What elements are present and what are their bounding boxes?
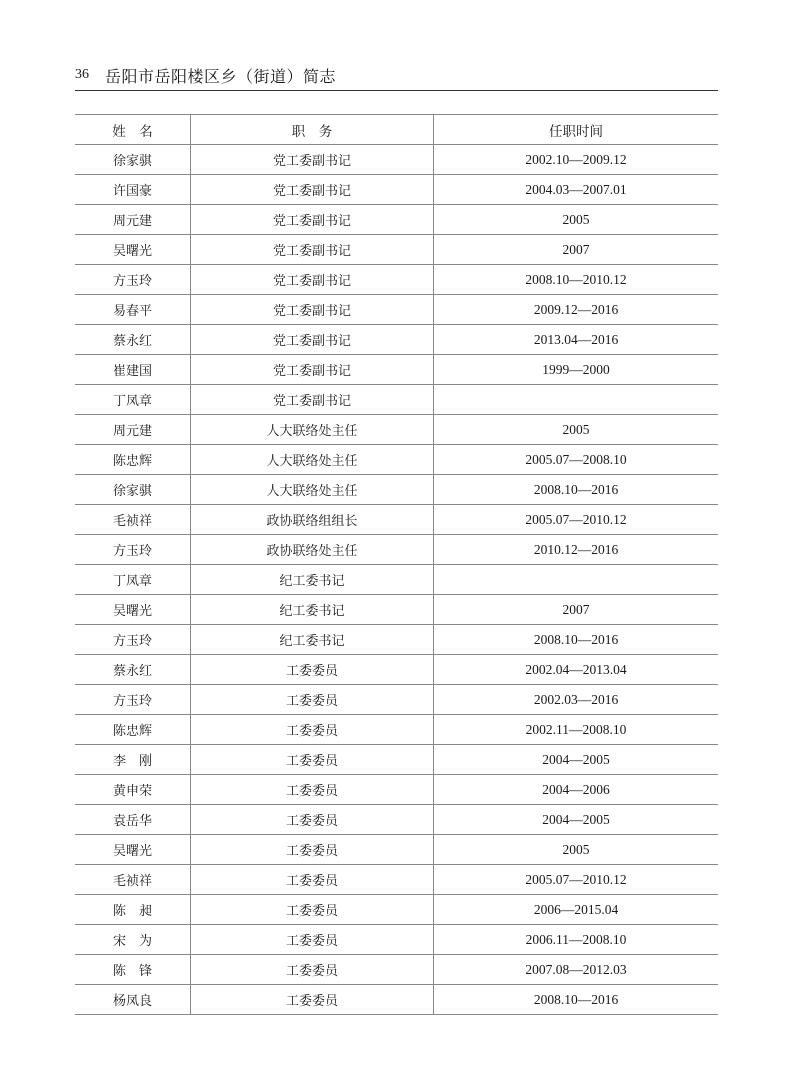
cell-term: 2007.08—2012.03 [434, 955, 719, 985]
cell-post: 纪工委书记 [191, 565, 434, 595]
cell-name: 丁凤章 [75, 565, 191, 595]
table-row [75, 895, 718, 925]
cell-name: 陈 昶 [75, 895, 191, 925]
cell-name: 陈忠辉 [75, 445, 191, 475]
cell-post: 工委委员 [191, 655, 434, 685]
cell-post: 党工委副书记 [191, 175, 434, 205]
cell-name: 蔡永红 [75, 655, 191, 685]
cell-name: 吴曙光 [75, 235, 191, 265]
cell-term: 2008.10—2016 [434, 475, 719, 505]
cell-name: 吴曙光 [75, 595, 191, 625]
running-title: 岳阳市岳阳楼区乡（街道）简志 [105, 67, 337, 86]
cell-name: 周元建 [75, 205, 191, 235]
cell-post: 政协联络组组长 [191, 505, 434, 535]
cell-post: 工委委员 [191, 955, 434, 985]
cell-term: 2002.11—2008.10 [434, 715, 719, 745]
column-header-term: 任职时间 [434, 115, 719, 145]
cell-name: 方玉玲 [75, 625, 191, 655]
table-row [75, 535, 718, 565]
table-row [75, 985, 718, 1015]
table-row [75, 805, 718, 835]
table-row [75, 265, 718, 295]
cell-name: 方玉玲 [75, 265, 191, 295]
cell-name: 周元建 [75, 415, 191, 445]
cell-name: 方玉玲 [75, 535, 191, 565]
cell-term: 2005 [434, 205, 719, 235]
cell-name: 崔建国 [75, 355, 191, 385]
cell-name: 杨凤良 [75, 985, 191, 1015]
cell-term: 2004—2005 [434, 805, 719, 835]
cell-term: 2006—2015.04 [434, 895, 719, 925]
page-number: 36 [75, 67, 89, 82]
cell-post: 工委委员 [191, 835, 434, 865]
table-row [75, 145, 718, 175]
page-header [75, 64, 718, 91]
cell-term: 2004—2005 [434, 745, 719, 775]
table-row [75, 475, 718, 505]
table-row [75, 775, 718, 805]
cell-name: 宋 为 [75, 925, 191, 955]
table-row [75, 955, 718, 985]
cell-term: 2007 [434, 235, 719, 265]
table-row [75, 715, 718, 745]
cell-name: 陈忠辉 [75, 715, 191, 745]
officials-table [75, 114, 718, 1015]
cell-name: 黄申荣 [75, 775, 191, 805]
table-row [75, 655, 718, 685]
cell-term [434, 565, 719, 595]
cell-post: 党工委副书记 [191, 295, 434, 325]
table-row [75, 685, 718, 715]
table-row [75, 325, 718, 355]
cell-term: 2010.12—2016 [434, 535, 719, 565]
cell-term: 2008.10—2016 [434, 985, 719, 1015]
cell-term: 2006.11—2008.10 [434, 925, 719, 955]
table-row [75, 745, 718, 775]
table-row [75, 625, 718, 655]
cell-post: 党工委副书记 [191, 145, 434, 175]
cell-post: 工委委员 [191, 775, 434, 805]
table-body [75, 145, 718, 1015]
column-header-post: 职 务 [191, 115, 434, 145]
cell-post: 党工委副书记 [191, 355, 434, 385]
cell-term: 2004.03—2007.01 [434, 175, 719, 205]
cell-post: 工委委员 [191, 745, 434, 775]
cell-post: 党工委副书记 [191, 325, 434, 355]
cell-name: 徐家骐 [75, 475, 191, 505]
cell-name: 毛祯祥 [75, 505, 191, 535]
cell-term: 2005.07—2010.12 [434, 505, 719, 535]
table-row [75, 355, 718, 385]
cell-term: 2005.07—2010.12 [434, 865, 719, 895]
cell-term [434, 385, 719, 415]
table-row [75, 505, 718, 535]
cell-post: 工委委员 [191, 805, 434, 835]
table-row [75, 865, 718, 895]
cell-post: 工委委员 [191, 865, 434, 895]
cell-name: 方玉玲 [75, 685, 191, 715]
column-header-name: 姓 名 [75, 115, 191, 145]
table-row [75, 595, 718, 625]
cell-term: 2009.12—2016 [434, 295, 719, 325]
cell-name: 徐家骐 [75, 145, 191, 175]
cell-name: 蔡永红 [75, 325, 191, 355]
cell-term: 2013.04—2016 [434, 325, 719, 355]
cell-name: 袁岳华 [75, 805, 191, 835]
cell-post: 人大联络处主任 [191, 445, 434, 475]
cell-post: 工委委员 [191, 895, 434, 925]
cell-term: 2002.10—2009.12 [434, 145, 719, 175]
cell-post: 党工委副书记 [191, 235, 434, 265]
cell-name: 丁凤章 [75, 385, 191, 415]
table-row [75, 835, 718, 865]
table-row [75, 445, 718, 475]
table-row [75, 565, 718, 595]
cell-post: 工委委员 [191, 925, 434, 955]
cell-term: 2002.03—2016 [434, 685, 719, 715]
cell-post: 纪工委书记 [191, 625, 434, 655]
cell-term: 1999—2000 [434, 355, 719, 385]
cell-post: 党工委副书记 [191, 385, 434, 415]
cell-name: 吴曙光 [75, 835, 191, 865]
table-row [75, 415, 718, 445]
cell-term: 2008.10—2016 [434, 625, 719, 655]
table-row [75, 175, 718, 205]
table-header-row [75, 115, 718, 145]
cell-term: 2008.10—2010.12 [434, 265, 719, 295]
table-row [75, 925, 718, 955]
cell-name: 毛祯祥 [75, 865, 191, 895]
cell-post: 人大联络处主任 [191, 415, 434, 445]
cell-name: 许国豪 [75, 175, 191, 205]
cell-post: 工委委员 [191, 685, 434, 715]
cell-term: 2005.07—2008.10 [434, 445, 719, 475]
cell-name: 李 刚 [75, 745, 191, 775]
table-row [75, 385, 718, 415]
cell-term: 2002.04—2013.04 [434, 655, 719, 685]
cell-term: 2005 [434, 415, 719, 445]
cell-term: 2005 [434, 835, 719, 865]
cell-name: 陈 锋 [75, 955, 191, 985]
cell-term: 2007 [434, 595, 719, 625]
cell-post: 党工委副书记 [191, 205, 434, 235]
cell-post: 工委委员 [191, 985, 434, 1015]
cell-post: 工委委员 [191, 715, 434, 745]
cell-post: 政协联络处主任 [191, 535, 434, 565]
table-row [75, 235, 718, 265]
cell-term: 2004—2006 [434, 775, 719, 805]
table-row [75, 295, 718, 325]
cell-name: 易春平 [75, 295, 191, 325]
cell-post: 纪工委书记 [191, 595, 434, 625]
cell-post: 党工委副书记 [191, 265, 434, 295]
table-row [75, 205, 718, 235]
cell-post: 人大联络处主任 [191, 475, 434, 505]
